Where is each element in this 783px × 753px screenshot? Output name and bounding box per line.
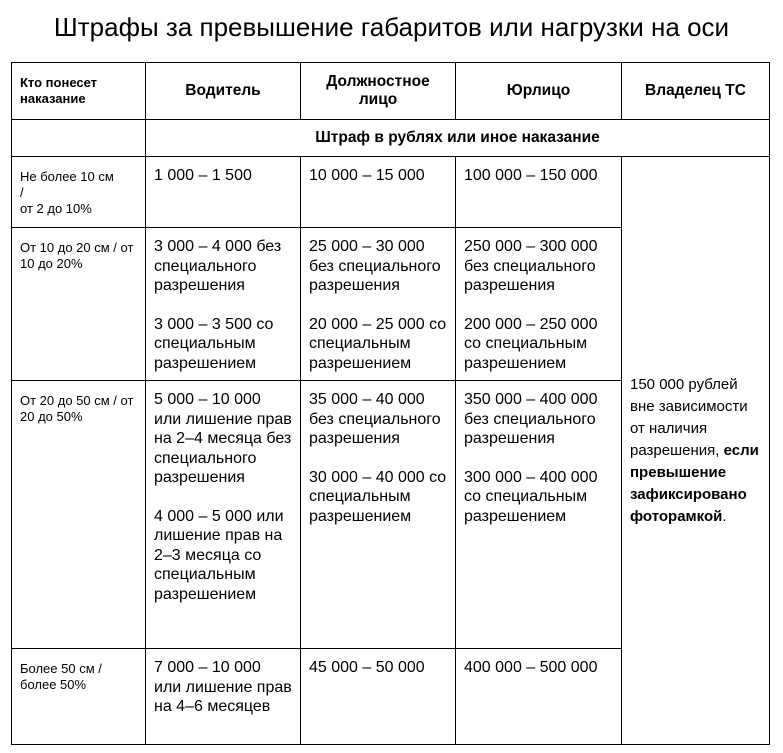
row-label: Не более 10 см / от 2 до 10% xyxy=(12,157,146,228)
driver-cell: 1 000 – 1 500 xyxy=(146,157,301,228)
header-driver: Водитель xyxy=(146,63,301,120)
row-label: От 20 до 50 см / от 20 до 50% xyxy=(12,381,146,649)
page-title: Штрафы за превышение габаритов или нагрузки на оси xyxy=(53,12,730,42)
legal-cell: 100 000 – 150 000 xyxy=(456,157,622,228)
driver-cell: 7 000 – 10 000 или лишение прав на 4–6 месяцев xyxy=(146,649,301,745)
owner-cell-bold: если превышение зафиксировано фоторамкой xyxy=(630,441,759,525)
header-legal: Юрлицо xyxy=(456,63,622,120)
header-row xyxy=(12,63,770,120)
legal-cell: 350 000 – 400 000 без специального разрешения 300 000 – 400 000 со специальным разрешением xyxy=(456,381,622,649)
fines-table xyxy=(11,62,770,745)
header-owner: Владелец ТС xyxy=(622,63,770,120)
header-official: Должностное лицо xyxy=(301,63,456,120)
row-label: От 10 до 20 см / от 10 до 20% xyxy=(12,228,146,381)
header-who: Кто понесет наказание xyxy=(12,63,146,120)
driver-cell: 3 000 – 4 000 без специального разрешения 3 000 – 3 500 со специальным разрешением xyxy=(146,228,301,381)
subheader-empty xyxy=(12,120,146,157)
subheader-label: Штраф в рублях или иное наказание xyxy=(146,120,770,157)
owner-cell: 150 000 рублей вне зависимости от наличия разрешения, если превышение зафиксировано фоторамкой. xyxy=(622,157,770,745)
official-cell: 25 000 – 30 000 без специального разрешения 20 000 – 25 000 со специальным разрешением xyxy=(301,228,456,381)
official-cell: 10 000 – 15 000 xyxy=(301,157,456,228)
subheader-row xyxy=(12,120,770,157)
row-label: Более 50 см / более 50% xyxy=(12,649,146,745)
official-cell: 35 000 – 40 000 без специального разрешения 30 000 – 40 000 со специальным разрешением xyxy=(301,381,456,649)
legal-cell: 400 000 – 500 000 xyxy=(456,649,622,745)
official-cell: 45 000 – 50 000 xyxy=(301,649,456,745)
driver-cell: 5 000 – 10 000 или лишение прав на 2–4 месяца без специального разрешения 4 000 – 5 000 или лишение прав на 2–3 месяца со специальным разрешением xyxy=(146,381,301,649)
table-row xyxy=(12,157,770,228)
legal-cell: 250 000 – 300 000 без специального разрешения 200 000 – 250 000 со специальным разрешением xyxy=(456,228,622,381)
